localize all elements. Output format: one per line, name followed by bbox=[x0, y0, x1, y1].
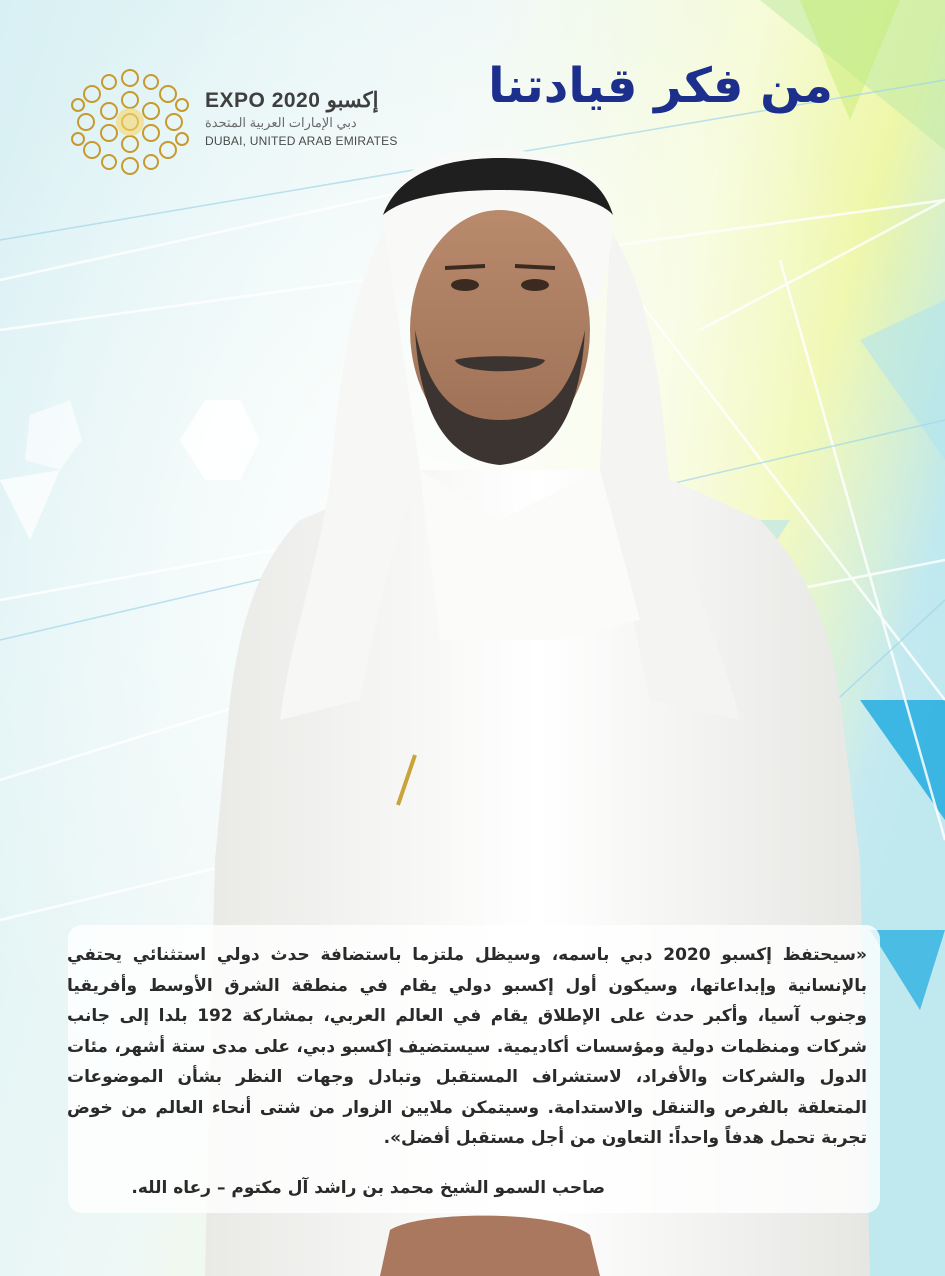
logo-title: EXPO 2020 إكسبو bbox=[205, 89, 379, 112]
logo-english-subtitle: DUBAI, UNITED ARAB EMIRATES bbox=[205, 134, 398, 148]
quote-attribution: صاحب السمو الشيخ محمد بن راشد آل مكتوم – رعاه الله. bbox=[131, 1178, 605, 1198]
expo-logo-text bbox=[205, 88, 398, 148]
logo-arabic-subtitle: دبي الإمارات العربية المتحدة bbox=[205, 115, 357, 130]
quote-text: «سيحتفظ إكسبو 2020 دبي باسمه، وسيظل ملتزما باستضافة حدث دولي استثنائي يحتفي بالإنسانية وإبداعاتها، وسيكون أول إكسبو دولي يقام في منطقة الشرق الأوسط وأفريقيا وجنوب آسيا، وأكبر حدث على الإطلاق يقام في العالم العربي، بمشاركة 192 بلدا إلى جانب شركات ومنظمات دولية ومؤسسات أكاديمية. سيستضيف إكسبو دبي، على مدى ستة أشهر، مئات الدول والشركات والأفراد، لاستشراف المستقبل وتبادل وجهات النظر بشأن الموضوعات المتعلقة بالفرص والتنقل والاستدامة. وسيتمكن ملايين الزوار من شتى أنحاء العالم من خوض تجربة تحمل هدفاً واحداً: التعاون من أجل مستقبل أفضل». bbox=[67, 945, 868, 1148]
expo-2020-emblem-icon bbox=[68, 60, 193, 185]
page-title: من فكر قيادتنا bbox=[488, 58, 833, 114]
